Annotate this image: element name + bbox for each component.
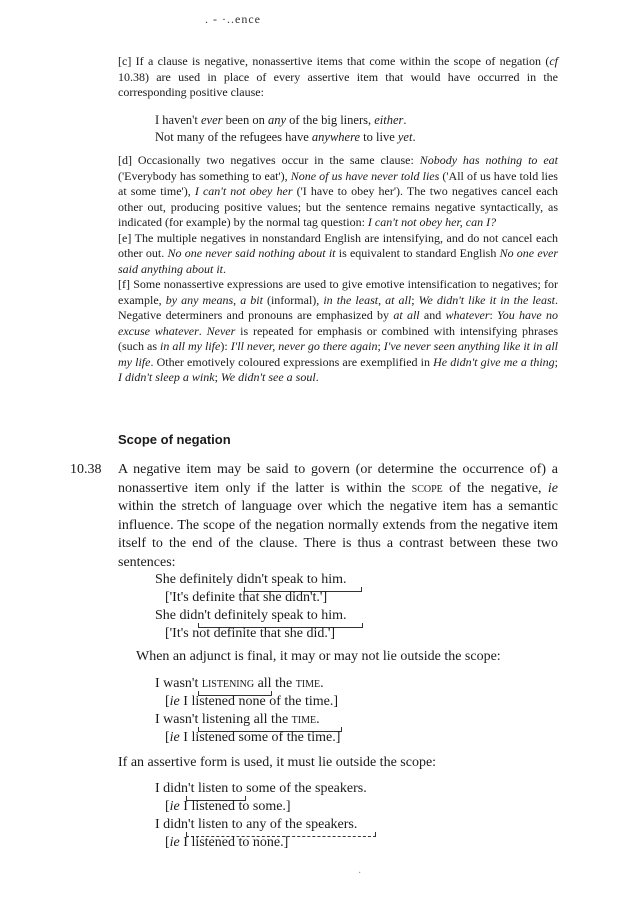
paragraph-f: [f] Some nonassertive expressions are used to give emotive intensification to negatives; for example, by any means, a bit (informal), in the least, at all; We didn't like it in the least. Negative determiners and pronouns are emphasized by at all and whatever: You have no excuse whatever. Never is repeated for emphasis or combined with intensifying phrases (such as in all my life): I'll never, never go there again; I've never seen anything like it in all my life. Other emotively coloured expressions are exemplified in He didn't give me a thing; I didn't sleep a wink; We didn't see a soul. [118,277,559,384]
example-a1: She definitely didn't speak to him. [155,572,347,587]
paragraph-e: [e] The multiple negatives in nonstandard English are intensifying, and do not cancel each other out. No one never said nothing about it is equivalent to standard English No one ever said anything about it. [118,230,559,276]
paragraph-d: [d] Occasionally two negatives occur in the same clause: Nobody has nothing to eat ('Everybody has something to eat'), None of us have never told lies ('All of us have told lies at some time'), I can't not obey her ('I have to obey her'). The two negatives cancel each other out, producing positive values; but the sentence remains negative syntactically, as indicated (for example) by the normal tag question: I can't not obey her, can I? [118,153,558,229]
gloss-c2: [ie I listened to none.] [165,835,289,850]
example-line: Not many of the refugees have anywhere to live yet. [155,130,416,144]
intro-paragraph: A negative item may be said to govern (or determine the occurrence of) a nonassertive item only if the latter is within the scope of the negative, ie within the stretch of language over which the negative item has a semantic influence. The scope of the negation normally extends from the negative item itself to the end of the clause. There is thus a contrast between these two sentences: [118,462,559,570]
gloss-b1: [ie I listened none of the time.] [165,694,339,709]
example-a2: She didn't definitely speak to him. [155,608,347,623]
gloss-a2: ['It's not definite that she did.'] [165,626,336,641]
example-c1: I didn't listen to some of the speakers. [155,781,367,796]
paragraph-c: [c] If a clause is negative, nonassertive items that come within the scope of negation (cf 10.38) are used in place of every assertive item that would have occurred in the corresponding positive clause: [118,54,558,99]
running-head: . - ·..ence [205,12,261,26]
example-b1: I wasn't listening all the time. [155,676,324,691]
examples-c [155,112,416,146]
assertive-intro: If an assertive form is used, it must lie outside the scope: [118,755,437,770]
gloss-b2: [ie I listened some of the time.] [165,730,341,745]
example-c2: I didn't listen to any of the speakers. [155,817,358,832]
example-line: I haven't ever been on any of the big liners, either. [155,113,407,127]
gloss-c1: [ie I listened to some.] [165,799,291,814]
example-b2: I wasn't listening all the time. [155,712,320,727]
adjunct-intro: When an adjunct is final, it may or may not lie outside the scope: [136,649,501,664]
section-heading: Scope of negation [118,432,231,447]
page-mark: · [358,868,362,879]
gloss-a1: ['It's definite that she didn't.'] [165,590,328,605]
section-number: 10.38 [70,462,102,477]
paragraphs-d-e-f [118,153,558,386]
